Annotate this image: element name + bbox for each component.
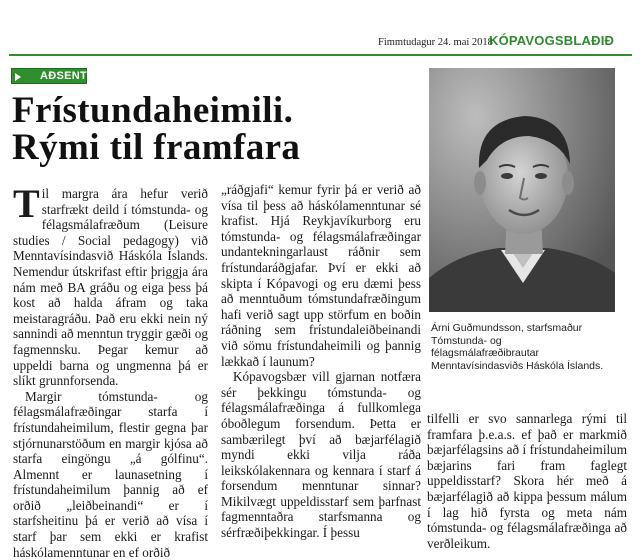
paragraph: „ráðgjafi“ kemur fyrir þá er verið að vísa til þess að háskólamenntunar sé krafist. Hjá Reykjavíkurborg eru tómstunda- og félagsmálafræðingar undantekningarlaust ráðnir sem frístundaráðgjafar. Því er ekki að skipta í Kópavogi og eru dæmi þess að menntuðum tómstundafræðingum hafi verið sagt upp störfum en boðin ráðning sem frístundaleiðbeinandi við sömu frístundaheimili og þannig lækkað í launum? [221, 182, 421, 369]
header-rule [9, 54, 632, 56]
publication-name: KÓPAVOGSBLAÐIÐ [489, 33, 615, 48]
paragraph-text: il margra ára hefur verið starfrækt deild í tómstunda- og félagsmálafræðum (Leisure studies / Social pedagogy) við Menntavísindasvið Háskóla Íslands. Nemendur útskrifast eftir þriggja ára nám með BA gráðu og eiga þess þá kost að halda áfram og taka meistaragráðu. Það eru ekki nein ný sannindi að menntun tryggir gæði og fagmennsku. Þegar kemur að uppeldi barna og ungmenna þá er slíkt grunnforsenda. [13, 186, 208, 389]
headline-line-2: Rými til framfara [12, 127, 301, 168]
headline-line-1: Frístundaheimili. [12, 90, 294, 131]
photo-caption: Árni Guðmundsson, starfsmaður Tómstunda- og félagsmálafræðibrautar Menntavísindasviðs Háskóla Íslands. [431, 322, 604, 372]
section-tag [11, 68, 87, 84]
article-column-2 [221, 182, 421, 541]
section-tag-label: AÐSENT [40, 70, 88, 82]
paragraph: Kópavogsbær vill gjarnan notfæra sér þekkingu tómstunda- og félagsmálafræðinga á fullkomlega óboðlegum forsendum. Þetta er sambærilegt því að bæjarfélagið myndi ekki vilja ráða leikskólakennara og kennara í starf á forsendum menntunar sinnar? Mikilvægt uppeldisstarf sem þarfnast fagmenntaðra starfsmanna og sérfræðiþekkingar. Í þessu [221, 369, 421, 541]
author-photo [429, 68, 615, 312]
headline [12, 92, 422, 166]
portrait-image [429, 68, 615, 312]
issue-date: Fimmtudagur 24. maí 2018 [378, 37, 493, 48]
paragraph [13, 181, 208, 389]
article-column-1 [13, 181, 208, 560]
triangle-icon [15, 73, 21, 81]
paragraph: Margir tómstunda- og félagsmálafræðingar starfa í frístundaheimilum, flestir gegna þar stjórnunarstöðum en margir kjósa að starfa eingöngu „á gólfinu“. Almennt er launasetning í frístundaheimilum þannig að ef orðið „leiðbeinandi“ er í starfsheitinu þá er verið að vísa í starf þar sem ekki er krafist háskólamenntunar en ef orðið [13, 388, 208, 560]
article-column-3 [427, 411, 627, 551]
drop-cap: T [13, 181, 40, 226]
paragraph: tilfelli er svo sannarlega rými til framfara þ.e.a.s. ef það er markmið bæjarfélagsins að í frístundaheimilum bæjarins fari fram faglegt uppeldisstarf? Skora hér með á bæjarfélagið að kippa þessum málum í lag hið fyrsta og meta nám tómstunda- og félagsmálafræðinga að verðleikum. [427, 411, 627, 551]
